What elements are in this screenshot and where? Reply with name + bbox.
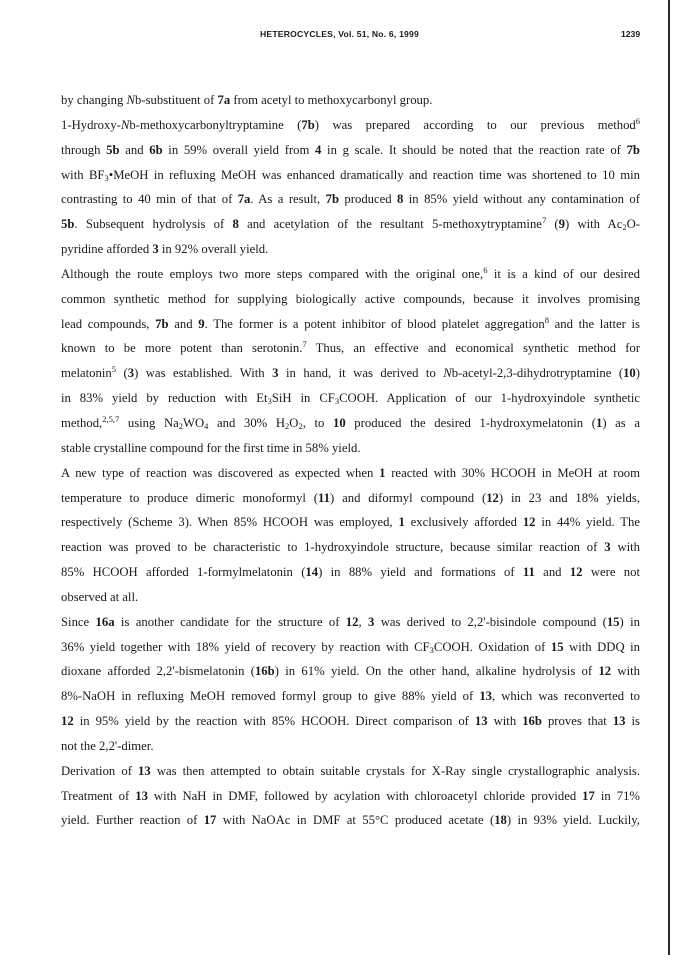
page-number: 1239 <box>621 29 641 39</box>
text-line: known to be more potent than serotonin.$^7$ Thus, an effective and economical synthetic method for <box>61 339 640 356</box>
text-line: stable crystalline compound for the first time in 58% yield. <box>61 440 361 455</box>
text-line: 36% yield together with 18% yield of recovery by reaction with $CF_3COOH$. Oxidation of 15 with DDQ in <box>61 639 640 655</box>
text-line: 5b. Subsequent hydrolysis of 8 and acetylation of the resultant 5-methoxytryptamine$^7$ (9) with $Ac_2O-$ <box>61 215 640 233</box>
text-line: melatonin$^5$ (3) was established. With 3 in hand, it was derived to Nb-acetyl-2,3-dihydrotryptamine (10) <box>61 364 640 381</box>
text-line: with $BF_3•MeOH$ in refluxing MeOH was enhanced dramatically and reaction time was shortened to 10 min <box>61 167 641 183</box>
text-line: A new type of reaction was discovered as expected when 1 reacted with 30% HCOOH in MeOH at room <box>61 465 640 480</box>
text-line: 12 in 95% yield by the reaction with 85% HCOOH. Direct comparison of 13 with 16b proves that 13 is <box>61 714 640 729</box>
text-line: yield. Further reaction of 17 with NaOAc in DMF at 55°C produced acetate (18) in 93% yield. Luckily, <box>61 813 640 828</box>
text-line: dioxane afforded 2,2'-bismelatonin (16b) in 61% yield. On the other hand, alkaline hydrolysis of 12 with <box>61 664 640 679</box>
text-line: common synthetic method for supplying biologically active compounds, because it involves promising <box>61 291 640 306</box>
journal-citation: HETEROCYCLES, Vol. 51, No. 6, 1999 <box>260 29 419 39</box>
text-line: Since 16a is another candidate for the structure of 12, 3 was derived to 2,2'-bisindole compound (15) in <box>61 614 640 629</box>
text-line: respectively (Scheme 3). When 85% HCOOH was employed, 1 exclusively afforded 12 in 44% yield. The <box>61 515 640 530</box>
text-line: reaction was proved to be characteristic to 1-hydroxyindole structure, because similar reaction of 3 with <box>61 540 641 555</box>
running-header <box>0 29 679 43</box>
text-line: in 83% yield by reduction with $Et_3SiH$ in $CF_3COOH$. Application of our 1-hydroxyindole synthetic <box>61 391 640 407</box>
text-line: 8%-NaOH in refluxing MeOH removed formyl group to give 88% yield of 13, which was reconverted to <box>61 689 641 704</box>
text-line: temperature to produce dimeric monoformyl (11) and diformyl compound (12) in 23 and 18% yields, <box>61 490 640 505</box>
text-line: pyridine afforded 3 in 92% overall yield. <box>61 242 269 257</box>
text-line: not the 2,2'-dimer. <box>61 738 154 753</box>
text-line: by changing Nb-substituent of 7a from acetyl to methoxycarbonyl group. <box>61 93 433 107</box>
text-line: lead compounds, 7b and 9. The former is a potent inhibitor of blood platelet aggregation$^8$ and the latter is <box>61 314 640 331</box>
text-line: through 5b and 6b in 59% overall yield from 4 in g scale. It should be noted that the reaction rate of 7b <box>61 142 640 157</box>
text-line: observed at all. <box>61 589 139 604</box>
text-line: 1-Hydroxy-Nb-methoxycarbonyltryptamine (7b) was prepared according to our previous method$^6$ <box>61 115 641 132</box>
text-line: Derivation of 13 was then attempted to obtain suitable crystals for X-Ray single crystallographic analysis. <box>61 763 641 778</box>
text-line: Treatment of 13 with NaH in DMF, followed by acylation with chloroacetyl chloride provided 17 in 71% <box>61 788 640 803</box>
text-line: 85% HCOOH afforded 1-formylmelatonin (14) in 88% yield and formations of 11 and 12 were not <box>61 565 641 580</box>
body-text <box>61 88 640 833</box>
text-line: Although the route employs two more steps compared with the original one,$^6$ it is a kind of our desired <box>61 264 640 281</box>
text-line: method,$^{2,5,7}$ using $Na_2WO_4$ and 30% $H_2O_2$, to 10 produced the desired 1-hydroxymelatonin (1) as a <box>61 413 640 431</box>
text-line: contrasting to 40 min of that of 7a. As a result, 7b produced 8 in 85% yield without any contamination of <box>61 192 640 207</box>
margin-rule <box>668 0 670 955</box>
